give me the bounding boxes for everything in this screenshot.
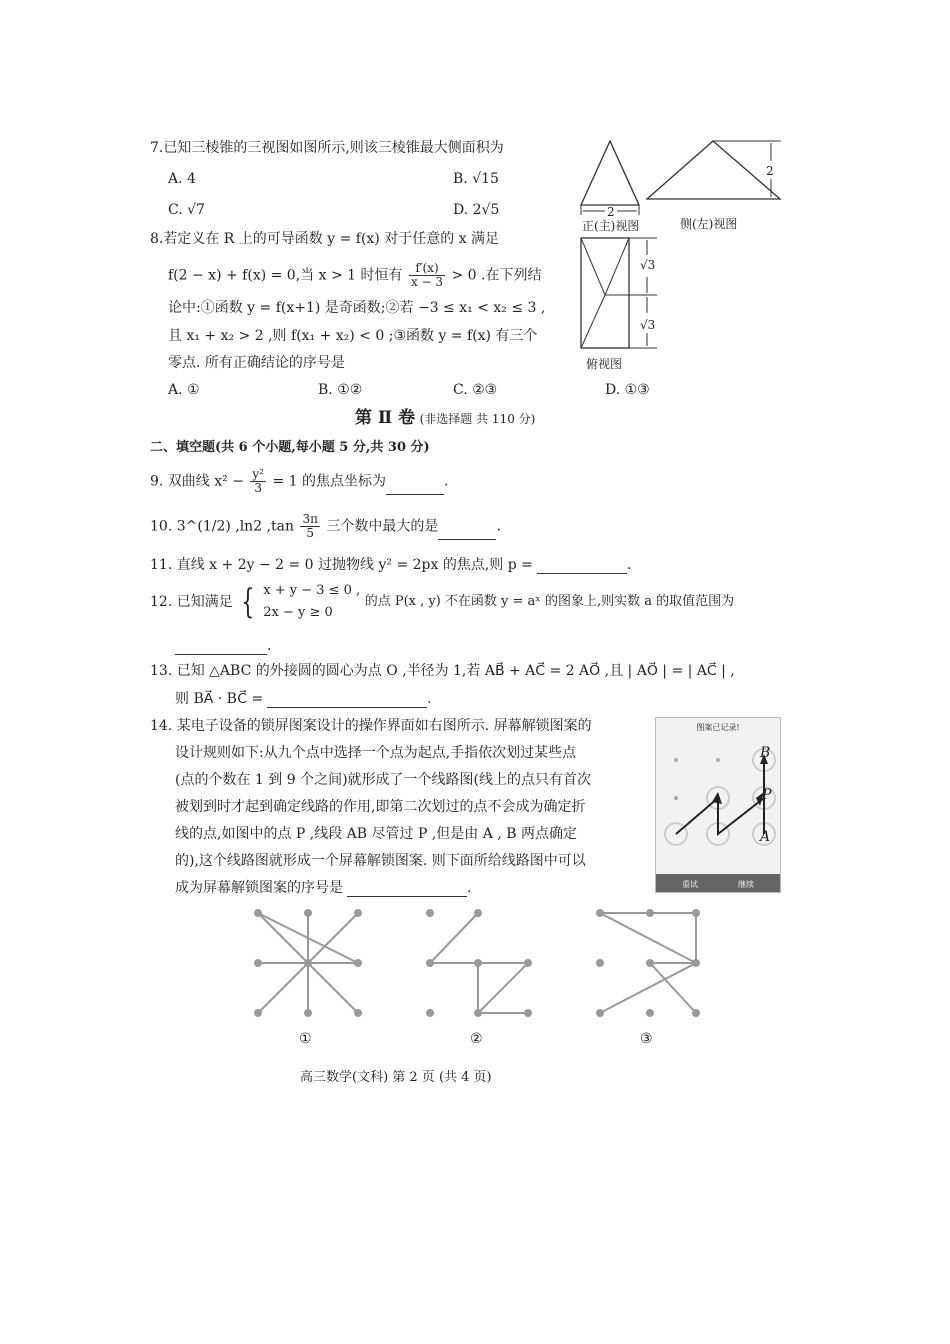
q12-post: 的点 P(x , y) 不在函数 y = aˣ 的图象上,则实数 a 的取值范围为 [364, 594, 735, 609]
side-view-label: 侧(左)视图 [680, 217, 738, 231]
fill-blank-heading: 二、填空题(共 6 个小题,每小题 5 分,共 30 分) [150, 440, 430, 455]
figure-label-2: ② [470, 1031, 483, 1047]
q11-text: 11. 直线 x + 2y − 2 = 0 过抛物线 y² = 2px 的焦点,则 p = [150, 557, 533, 573]
q7-option-a: A. 4 [168, 171, 196, 187]
q9-num: y² [252, 467, 264, 481]
lock-screen-button-bar [656, 874, 780, 892]
q11-end: . [626, 557, 632, 573]
q9-end: . [444, 473, 449, 490]
q11 [150, 556, 631, 574]
q14-line-2: 设计规则如下:从九个点中选择一个点为起点,手指依次划过某些点 [175, 745, 577, 761]
point-a-label: A [760, 829, 771, 845]
q11-answer-blank[interactable] [537, 559, 627, 574]
q14-line-7-text: 成为屏幕解锁图案的序号是 [175, 880, 343, 896]
q12-system [263, 580, 360, 624]
top-dim-label-2: √3 [640, 318, 656, 332]
point-b-label: B [760, 745, 771, 761]
q8-line3: 论中:①函数 y = f(x+1) 是奇函数;②若 −3 ≤ x₁ < x₂ ≤ 3 , [168, 300, 546, 316]
q10 [150, 513, 501, 540]
q10-answer-blank[interactable] [438, 525, 496, 540]
q8-fraction [409, 262, 445, 289]
q8-option-b: B. ①② [318, 382, 363, 398]
q8-option-c: C. ②③ [453, 382, 498, 398]
q12-end: . [267, 638, 272, 654]
page-footer: 高三数学(文科) 第 2 页 (共 4 页) [300, 1070, 492, 1085]
q12-answer-blank[interactable] [175, 640, 267, 655]
three-view-figure [575, 135, 795, 375]
q8-option-d: D. ①③ [605, 382, 650, 398]
q8-line2 [168, 262, 542, 289]
q8-line5: 零点. 所有正确结论的序号是 [168, 355, 345, 371]
q10-end: . [496, 518, 501, 535]
q9-answer-blank[interactable] [386, 480, 444, 495]
lock-screen-image [655, 717, 781, 893]
q14-line-1: 14. 某电子设备的锁屏图案设计的操作界面如右图所示. 屏幕解锁图案的 [150, 718, 592, 734]
q7-option-d: D. 2√5 [453, 202, 500, 218]
q8-frac-num: f′(x) [409, 262, 445, 276]
section-heading [355, 409, 535, 428]
top-dim-label-1: √3 [640, 258, 656, 272]
q10-post: 三个数中最大的是 [326, 518, 439, 535]
section-subtitle: (非选择题 共 110 分) [419, 412, 536, 426]
q13-line2 [175, 690, 432, 708]
q8-frac-den: x − 3 [410, 275, 444, 289]
q12-brace: { [241, 582, 255, 622]
continue-button[interactable]: 继续 [738, 880, 754, 889]
q9-den: 3 [254, 481, 263, 495]
front-view-label: 正(主)视图 [582, 219, 640, 233]
q8-line2-a: f(2 − x) + f(x) = 0,当 x > 1 时恒有 [168, 267, 403, 284]
lock-screen-title: 图案已记录! [696, 723, 740, 732]
q9-post: = 1 的焦点坐标为 [272, 473, 386, 490]
q10-pre: 10. 3^(1/2) ,ln2 ,tan [150, 518, 294, 535]
q12-ineq-1: x + y − 3 ≤ 0 , [263, 583, 361, 598]
q13-end: . [427, 691, 432, 707]
q13-answer-blank[interactable] [267, 693, 427, 708]
q9-pre: 9. 双曲线 x² − [150, 473, 244, 490]
top-view-label: 俯视图 [586, 357, 623, 371]
figure-label-3: ③ [640, 1031, 653, 1047]
q8-line2-b: > 0 .在下列结 [451, 267, 542, 284]
q8-line4: 且 x₁ + x₂ > 2 ,则 f(x₁ + x₂) < 0 ;③函数 y = f(x) 有三个 [168, 328, 538, 344]
q9 [150, 468, 448, 495]
point-p-label: P [762, 787, 772, 803]
q12-pre: 12. 已知满足 [150, 594, 233, 610]
q10-fraction [300, 513, 320, 540]
q14-line-5: 线的点,如图中的点 P ,线段 AB 尽管过 P ,但是由 A , B 两点确定 [175, 826, 577, 842]
q14-end: . [467, 880, 472, 896]
q14-line-7 [175, 879, 471, 897]
q13-line1: 13. 已知 △ABC 的外接圆的圆心为点 O ,半径为 1,若 AB⃗ + AC⃗ = 2 AO⃗ ,且 | AO⃗ | = | AC⃗ | , [150, 663, 735, 679]
section-title: 第 Ⅱ 卷 [355, 408, 416, 428]
q8-option-a: A. ① [168, 382, 200, 398]
q10-num: 3π [302, 512, 318, 526]
q9-fraction [250, 468, 266, 495]
q8-line1: 8.若定义在 R 上的可导函数 y = f(x) 对于任意的 x 满足 [150, 231, 500, 247]
q14-line-4: 被划到时才起到确定线路的作用,即第二次划过的点不会成为确定折 [175, 799, 586, 815]
q7-stem: 7.已知三棱锥的三视图如图所示,则该三棱锥最大侧面积为 [150, 140, 504, 156]
q14-answer-blank[interactable] [347, 882, 467, 897]
retry-button[interactable]: 重试 [682, 880, 698, 889]
q10-den: 5 [306, 526, 315, 540]
q14-line-6: 的),这个线路图就形成一个屏幕解锁图案. 则下面所给线路图中可以 [175, 853, 586, 869]
q14-line-3: (点的个数在 1 到 9 个之间)就形成了一个线路图(线上的点只有首次 [175, 772, 591, 788]
front-dim-label: 2 [607, 205, 615, 219]
q12-ineq-2: 2x − y ≥ 0 [263, 605, 333, 620]
q7-option-c: C. √7 [168, 202, 205, 218]
q13-line2-text: 则 BA⃗ · BC⃗ = [175, 691, 264, 707]
figure-label-1: ① [299, 1031, 312, 1047]
q7-option-b: B. √15 [453, 171, 499, 187]
q12-answer-line [175, 637, 271, 655]
q12 [150, 580, 734, 624]
pattern-figures [250, 905, 710, 1025]
side-dim-label: 2 [766, 164, 774, 178]
